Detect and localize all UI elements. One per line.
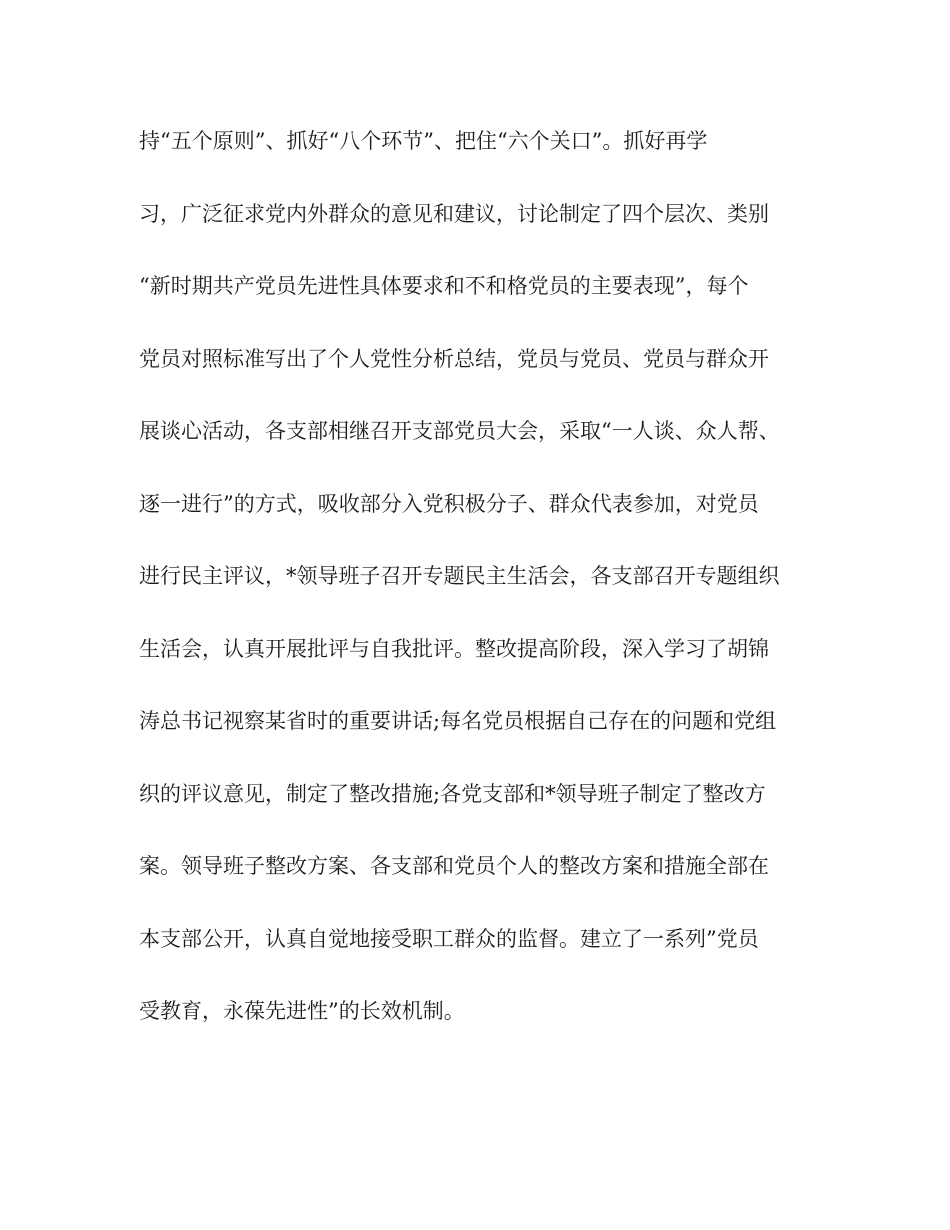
text-line-4: 党员对照标准写出了个人党性分析总结，党员与党员、党员与群众开 bbox=[139, 346, 769, 371]
text-line-10: 织的评议意见，制定了整改措施;各党支部和*领导班子制定了整改方 bbox=[139, 781, 766, 806]
text-line-8: 生活会，认真开展批评与自我批评。整改提高阶段，深入学习了胡锦 bbox=[139, 636, 769, 661]
text-line-9: 涛总书记视察某省时的重要讲话;每名党员根据自己存在的问题和党组 bbox=[139, 709, 777, 733]
text-line-3: “新时期共产党员先进性具体要求和不和格党员的主要表现”，每个 bbox=[139, 274, 749, 298]
text-line-13: 受教育，永葆先进性”的长效机制。 bbox=[139, 999, 465, 1023]
text-line-6: 逐一进行”的方式，吸收部分入党积极分子、群众代表参加，对党员 bbox=[139, 491, 759, 516]
body-paragraph bbox=[139, 118, 819, 1061]
text-line-11: 案。领导班子整改方案、各支部和党员个人的整改方案和措施全部在 bbox=[139, 854, 769, 878]
text-line-5: 展谈心活动，各支部相继召开支部党员大会，采取“一人谈、众人帮、 bbox=[139, 419, 780, 443]
text-line-12: 本支部公开，认真自觉地接受职工群众的监督。建立了一系列”党员 bbox=[139, 926, 759, 951]
text-line-1: 持“五个原则”、抓好“八个环节”、把住“六个关口”。抓好再学 bbox=[139, 129, 708, 153]
text-line-2: 习，广泛征求党内外群众的意见和建议，讨论制定了四个层次、类别 bbox=[139, 201, 769, 226]
text-line-7: 进行民主评议，*领导班子召开专题民主生活会，各支部召开专题组织 bbox=[139, 564, 780, 588]
